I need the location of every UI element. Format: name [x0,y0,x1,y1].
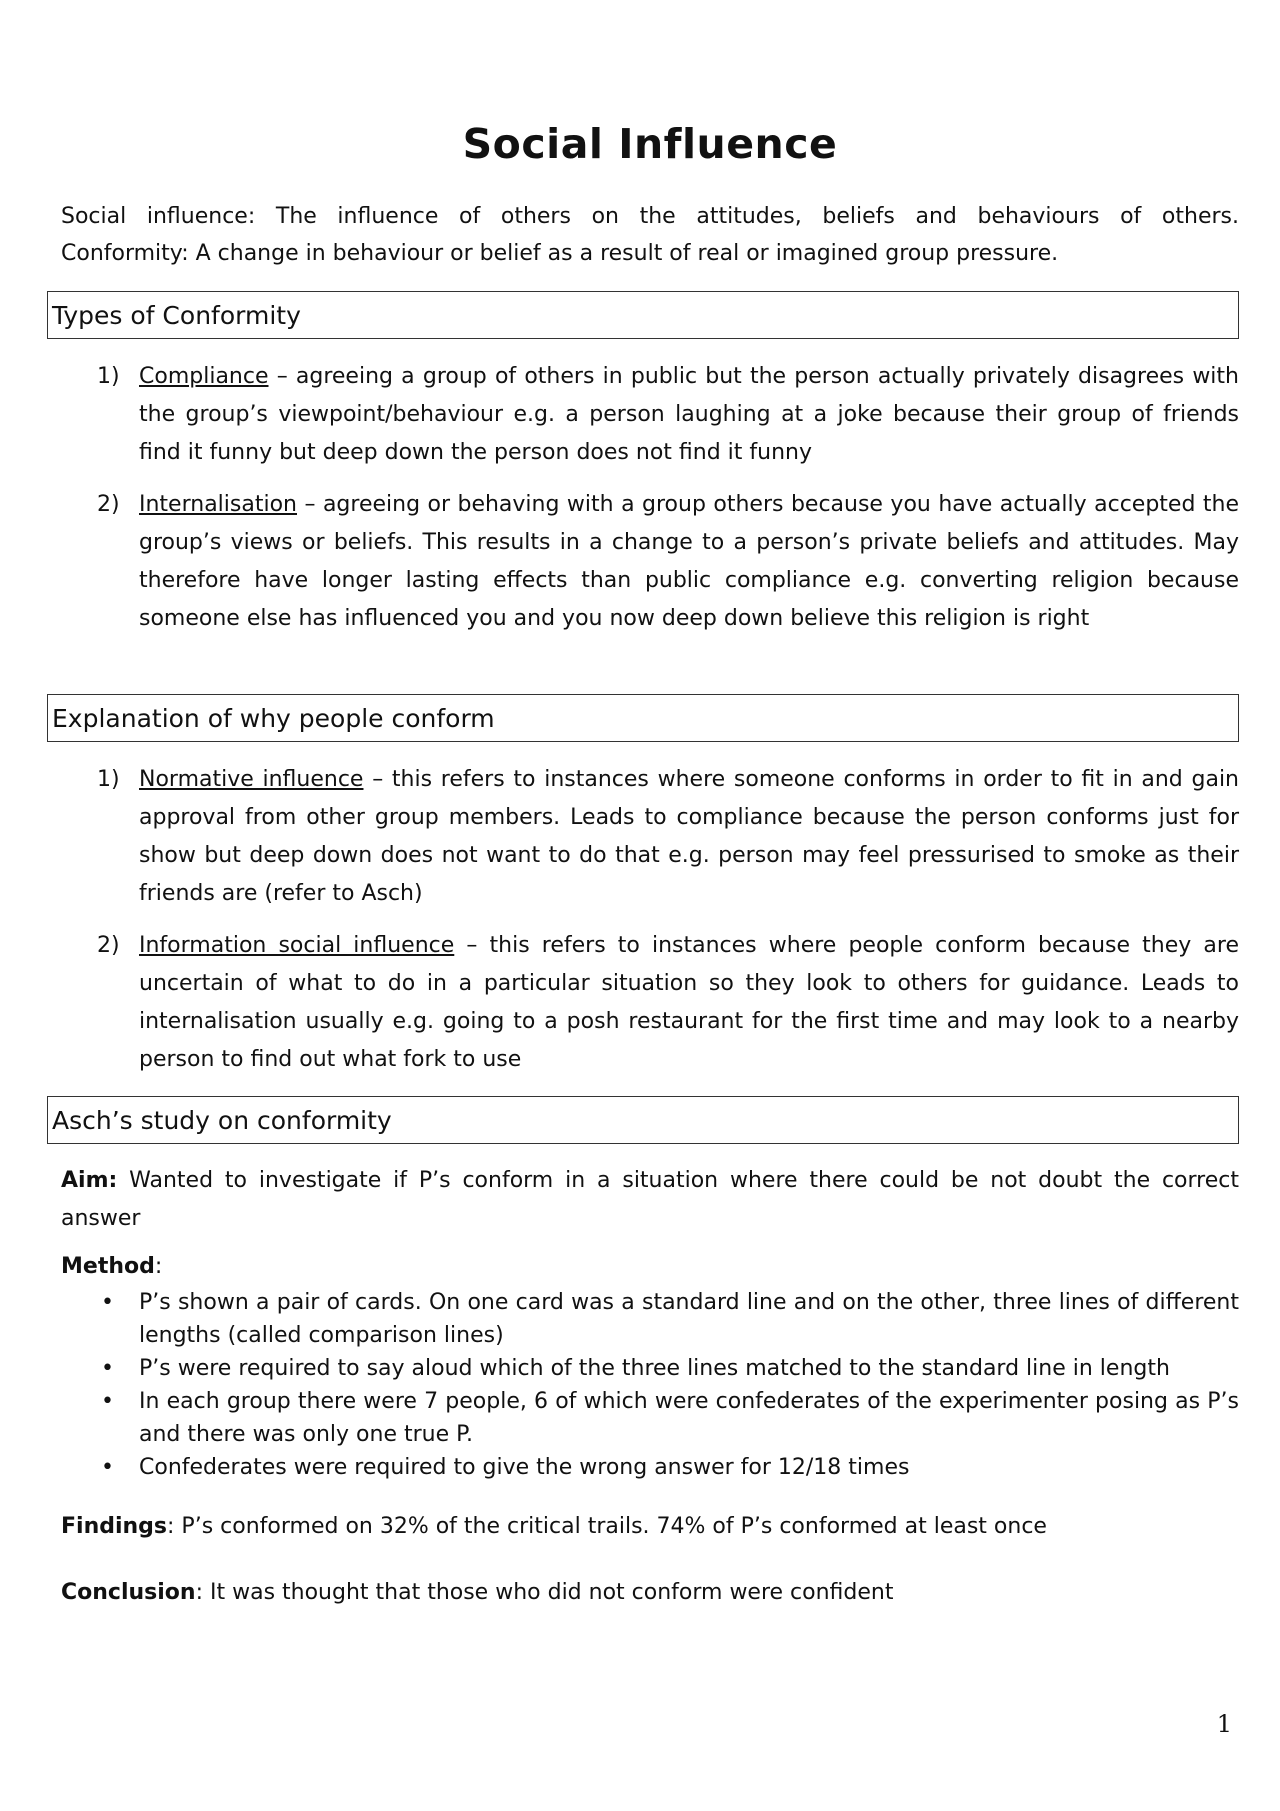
list-item-internalisation [61,486,1239,638]
bullet-icon: • [101,1356,114,1381]
list-item-compliance [61,358,1239,472]
term-information-social-influence: Information social influence [139,933,455,958]
types-of-conformity-heading: Types of Conformity [47,291,1239,339]
conformity-definition: Conformity: A change in behaviour or belief as a result of real or imagined group pressure. [61,241,1059,266]
intro-definitions [61,198,1239,272]
term-compliance: Compliance [139,364,269,389]
findings-text: : P’s conformed on 32% of the critical trails. 74% of P’s conformed at least once [167,1514,1047,1539]
conclusion-label: Conclusion [61,1580,196,1605]
types-of-conformity-list [61,358,1239,638]
aim-paragraph [61,1162,1239,1238]
term-description: – agreeing or behaving with a group others because you have actually accepted the group’s views or beliefs. This results in a change to a person’s private beliefs and attitudes. May therefore have longer lasting effects than public compliance e.g. converting religion because someone else has influenced you and you now deep down believe this religion is right [139,492,1239,631]
findings-label: Findings [61,1514,168,1539]
bullet-icon: • [101,1455,114,1480]
aim-label: Aim: [61,1168,118,1193]
document-page [52,0,1239,1612]
bullet-icon: • [101,1290,114,1315]
term-description: – agreeing a group of others in public but the person actually privately disagrees with the group’s viewpoint/behaviour e.g. a person laughing at a joke because their group of friends find it funny but deep down the person does not find it funny [139,364,1239,465]
list-item: • P’s shown a pair of cards. On one card was a standard line and on the other, three lines of different lengths (called comparison lines) [61,1286,1239,1352]
social-influence-definition: Social influence: The influence of others on the attitudes, beliefs and behaviours of others. [61,204,1239,229]
findings-paragraph [61,1508,1239,1546]
page-title: Social Influence [462,120,838,168]
list-number: 1) [97,767,120,792]
conclusion-text: : It was thought that those who did not conform were confident [195,1580,894,1605]
term-description: – this refers to instances where someone conforms in order to fit in and gain approval from other group members. Leads to compliance because the person conforms just for show but deep down does not want to do that e.g. person may feel pressurised to smoke as their friends are (refer to Asch) [139,767,1239,906]
method-bullet-list [61,1286,1239,1484]
explanation-list [61,761,1239,1079]
list-number: 2) [97,933,120,958]
conclusion-paragraph [61,1574,1239,1612]
list-item-normative-influence [61,761,1239,913]
term-internalisation: Internalisation [139,492,297,517]
method-heading: Method: [61,1254,163,1279]
list-item-information-social-influence [61,927,1239,1079]
asch-study-heading: Asch’s study on conformity [47,1096,1239,1144]
method-label: Method [61,1254,155,1279]
list-number: 1) [97,364,120,389]
list-item: • In each group there were 7 people, 6 of which were confederates of the experimenter posing as P’s and there was only one true P. [61,1385,1239,1451]
list-item: • P’s were required to say aloud which of the three lines matched to the standard line in length [61,1352,1239,1385]
explanation-heading: Explanation of why people conform [47,694,1239,742]
page-number: 1 [1216,1710,1232,1738]
list-item: • Confederates were required to give the wrong answer for 12/18 times [61,1451,1239,1484]
aim-text: Wanted to investigate if P’s conform in a situation where there could be not doubt the correct answer [61,1168,1239,1231]
term-normative-influence: Normative influence [139,767,364,792]
term-description: – this refers to instances where people conform because they are uncertain of what to do in a particular situation so they look to others for guidance. Leads to internalisation usually e.g. going to a posh restaurant for the first time and may look to a nearby person to find out what fork to use [139,933,1239,1072]
list-number: 2) [97,492,120,517]
bullet-icon: • [101,1389,114,1414]
